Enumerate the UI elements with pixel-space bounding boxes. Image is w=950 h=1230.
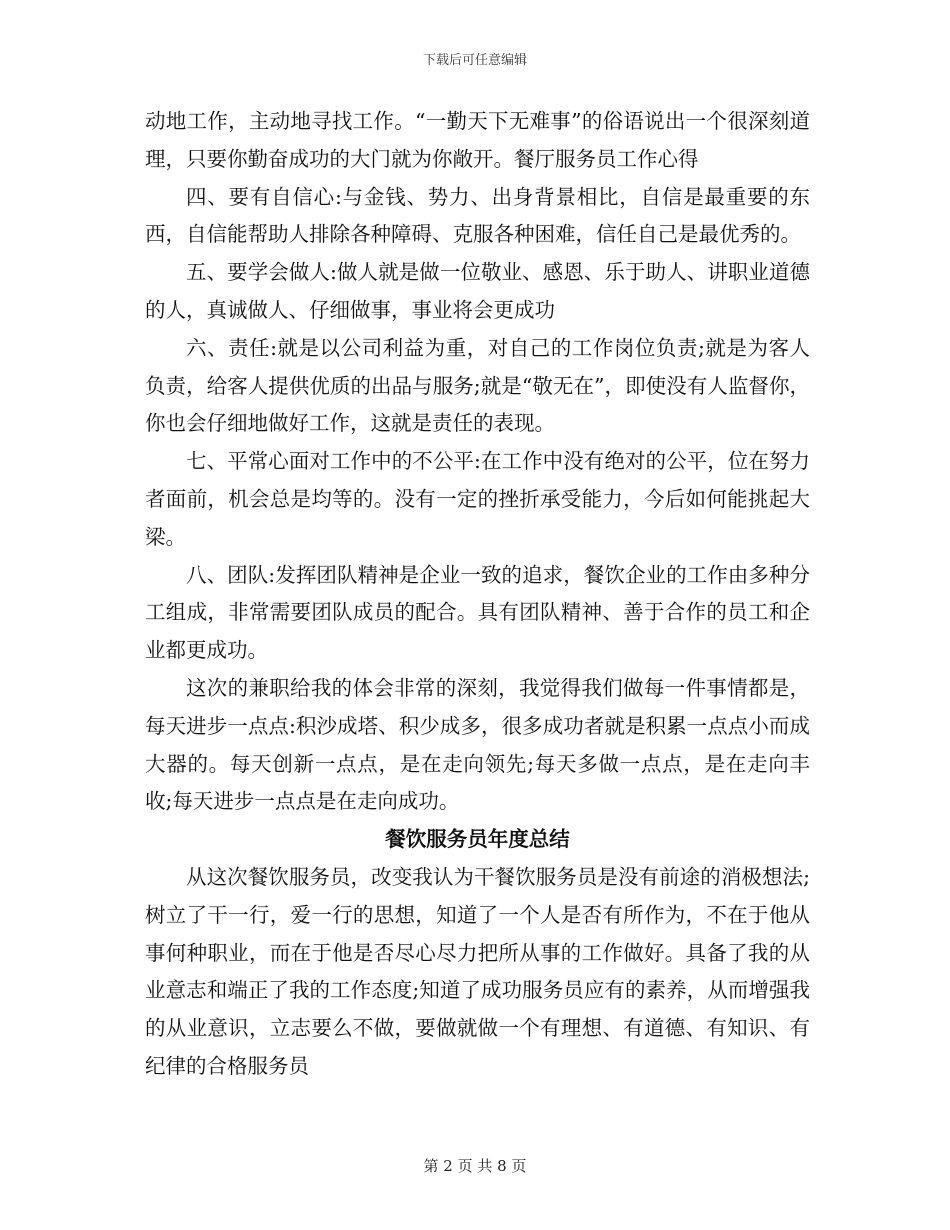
paragraph-fairness: 七、平常心面对工作中的不公平:在工作中没有绝对的公平，位在努力者面前，机会总是均等的。没有一定的挫折承受能力，今后如何能挑起大梁。 [145, 449, 810, 549]
paragraph-reflection: 这次的兼职给我的体会非常的深刻，我觉得我们做每一件事情都是，每天进步一点点:积沙成塔、积少成多，很多成功者就是积累一点点小而成大器的。每天创新一点点，是在走向领先;每天多做一点点，是在走向丰收;每天进步一点点是在走向成功。 [145, 675, 810, 814]
page-footer: 第 2 页 共 8 页 [423, 1157, 527, 1175]
page-header: 下载后可任意编辑 [422, 53, 527, 68]
paragraph-teamwork: 八、团队:发挥团队精神是企业一致的追求，餐饮企业的工作由多种分工组成，非常需要团队成员的配合。具有团队精神、善于合作的员工和企业都更成功。 [145, 562, 810, 663]
paragraph-confidence: 四、要有自信心:与金钱、势力、出身背景相比，自信是最重要的东西，自信能帮助人排除各种障碍、克服各种困难，信任自己是最优秀的。 [145, 184, 810, 247]
document-body [145, 103, 810, 1086]
paragraph-responsibility: 六、责任:就是以公司利益为重，对自己的工作岗位负责;就是为客人负责，给客人提供优质的出品与服务;就是“敬无在”，即使没有人监督你，你也会仔细地做好工作，这就是责任的表现。 [145, 335, 810, 436]
paragraph-continuation: 动地工作，主动地寻找工作。“一勤天下无难事”的俗语说出一个很深刻道理，只要你勤奋成功的大门就为你敞开。餐厅服务员工作心得 [145, 109, 810, 171]
paragraph-conduct: 五、要学会做人:做人就是做一位敬业、感恩、乐于助人、讲职业道德的人，真诚做人、仔细做事，事业将会更成功 [145, 260, 810, 322]
paragraph-summary: 从这次餐饮服务员，改变我认为干餐饮服务员是没有前途的消极想法;树立了干一行，爱一行的思想，知道了一个人是否有所作为，不在于他从事何种职业，而在于他是否尽心尽力把所从事的工作做好。具备了我的从业意志和端正了我的工作态度;知道了成功服务员应有的素养，从而增强我的从业意识，立志要么不做，要做就做一个有理想、有道德、有知识、有纪律的合格服务员 [145, 864, 810, 1078]
section-title: 餐饮服务员年度总结 [385, 827, 570, 852]
